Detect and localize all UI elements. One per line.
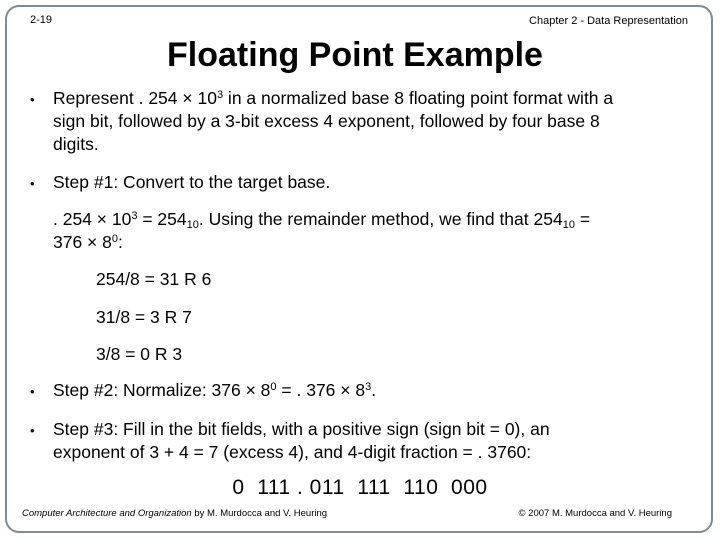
bullet-4-line-2: exponent of 3 + 4 = 7 (excess 4), and 4-digit fraction = . 3760:	[53, 442, 532, 462]
book-title: Computer Architecture and Organization	[22, 508, 192, 519]
bullet-1-line-1: Represent . $254 \times 10^3$ in a normalized base 8 floating point format with a	[53, 88, 614, 108]
bullet-icon: •	[30, 384, 35, 399]
conversion-text	[53, 208, 703, 254]
bullet-2: Step #1: Convert to the target base.	[53, 172, 331, 192]
bullet-icon: •	[30, 423, 35, 438]
bullet-1-line-2: sign bit, followed by a 3-bit excess 4 exponent, followed by four base 8	[53, 111, 600, 131]
authors: by M. Murdocca and V. Heuring	[191, 508, 328, 519]
bullet-3: Step #2: Normalize: $376 \times 8^0$ = . $376 \times 8^3$.	[53, 380, 377, 400]
page-title: Floating Point Example	[167, 36, 543, 74]
bullet-icon: •	[30, 92, 35, 107]
bullet-icon: •	[30, 176, 35, 191]
chapter-heading: Chapter 2 - Data Representation	[529, 15, 688, 27]
bullet-1	[53, 87, 703, 156]
bullet-1-line-3: digits.	[53, 134, 99, 154]
remainder-step: 3/8 = 0 R 3	[96, 344, 183, 364]
remainder-step: 31/8 = 3 R 7	[96, 307, 192, 327]
conversion-line-2: $376 \times 8^0$:	[53, 232, 123, 252]
remainder-step: 254/8 = 31 R 6	[96, 269, 212, 289]
footer-copyright: © 2007 M. Murdocca and V. Heuring	[518, 508, 672, 519]
conversion-line-1: . $254 \times 10^3 = 254_{10}$. Using the remainder method, we find that $254_{10}$ =	[53, 209, 591, 231]
footer-credit	[22, 508, 327, 519]
bullet-4-line-1: Step #3: Fill in the bit fields, with a positive sign (sign bit = 0), an	[53, 419, 550, 439]
bit-fields: 0 111 . 011 111 110 000	[232, 476, 488, 499]
bullet-4	[53, 418, 703, 464]
slide-number: 2-19	[30, 14, 53, 26]
